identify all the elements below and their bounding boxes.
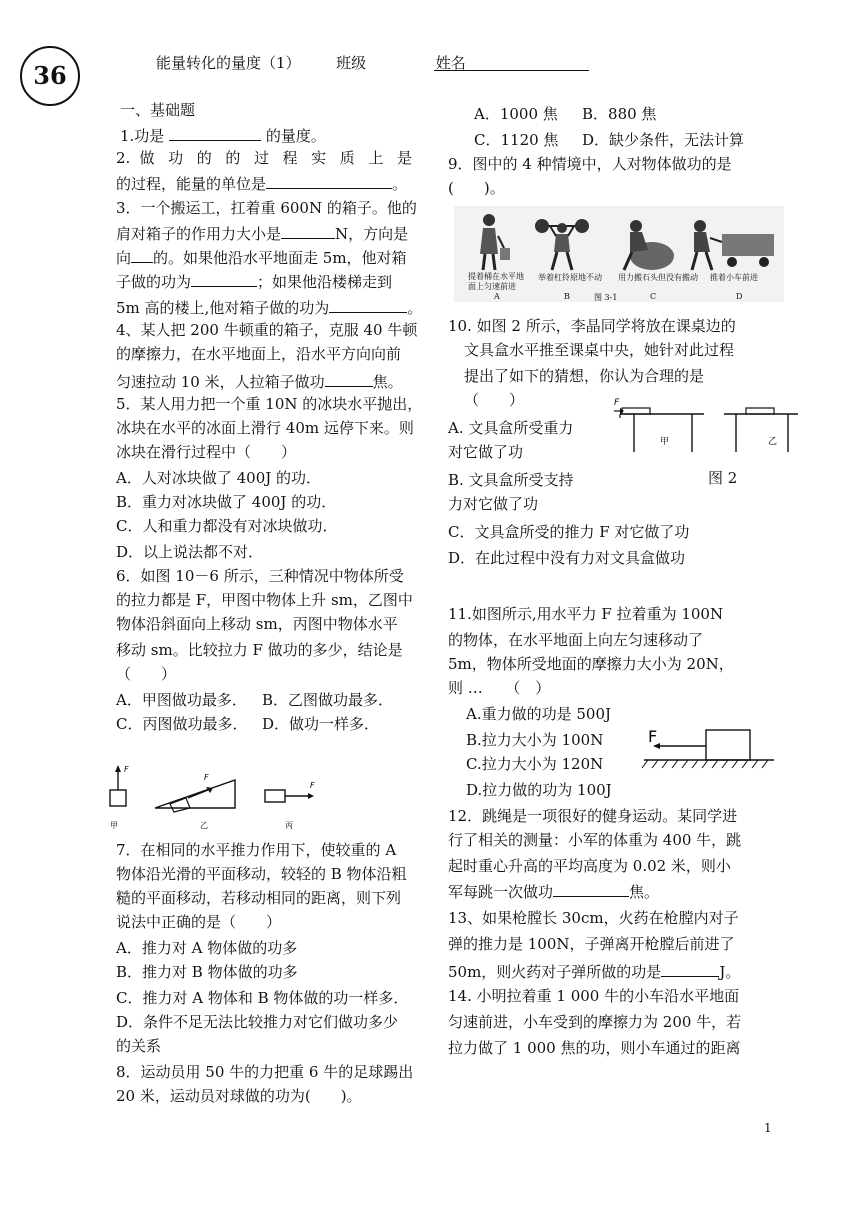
question-6-line1: 6．如图 10－6 所示，三种情况中物体所受 [116, 567, 404, 585]
question-5-option-d[interactable]: D．以上说法都不对． [116, 543, 264, 561]
question-5-option-b[interactable]: B．重力对冰块做了 400J 的功． [116, 493, 337, 511]
question-13-line2: 弹的推力是 100N，子弹离开枪膛后前进了 [448, 935, 735, 953]
question-10-line2: 文具盒水平推至课桌中央，她针对此过程 [464, 341, 735, 359]
question-9-line2: ( )。 [448, 179, 505, 197]
worksheet-title: 能量转化的量度（1） [156, 54, 301, 72]
question-11-option-b[interactable]: B.拉力大小为 100N [466, 731, 604, 749]
force-label: F [310, 781, 315, 790]
desk-label-jia: 甲 [660, 437, 670, 447]
question-10-option-b[interactable]: B. 文具盒所受支持 [448, 471, 574, 489]
header-underline [434, 70, 589, 71]
ground-hatching [642, 760, 768, 768]
question-10-option-d[interactable]: D．在此过程中没有力对文具盒做功 [448, 549, 686, 567]
question-3-line4: 子做的功为 ；如果他沿楼梯走到 [116, 270, 392, 292]
arrow-head [308, 793, 314, 799]
blank[interactable] [281, 222, 335, 239]
question-7-option-c[interactable]: C．推力对 A 物体和 B 物体做的功一样多． [116, 989, 409, 1007]
pencil-box [746, 408, 774, 414]
question-11-line2: 的物体，在水平地面上向左匀速移动了 [448, 631, 704, 649]
situation-d-illustration [692, 220, 774, 270]
blank[interactable] [325, 370, 373, 387]
question-5-option-a[interactable]: A．人对冰块做了 400J 的功． [116, 469, 322, 487]
question-11-option-d[interactable]: D.拉力做的功为 100J [466, 781, 612, 799]
question-10-option-b-cont: 力对它做了功 [448, 495, 539, 513]
figure-yi [155, 773, 235, 830]
question-2-line2: 的过程，能量的单位是 。 [116, 172, 407, 194]
desk-label-yi: 乙 [768, 437, 778, 447]
worksheet-header [156, 52, 466, 73]
question-8-option-c[interactable]: C．1120 焦 [474, 131, 559, 149]
figure-bing [265, 781, 315, 830]
situation-b-label: B [564, 292, 570, 301]
question-13-line3: 50m，则火药对子弹所做的功是 J。 [448, 960, 740, 982]
force-label: F [124, 765, 129, 774]
question-14-line3: 拉力做了 1 000 焦的功，则小车通过的距离 [448, 1039, 741, 1057]
situation-a-label: A [494, 292, 500, 301]
question-4-line3: 匀速拉动 10 米，人拉箱子做功 焦。 [116, 370, 403, 392]
question-7-line3: 糙的平面移动，若移动相同的距离，则下列 [116, 889, 402, 907]
block-jia [110, 790, 126, 806]
question-6-option-b[interactable]: B．乙图做功最多． [262, 691, 394, 709]
question-8-option-b[interactable]: B．880 焦 [582, 105, 657, 123]
question-7-option-d[interactable]: D．条件不足无法比较推力对它们做功多少 [116, 1013, 399, 1031]
blank[interactable] [553, 880, 629, 897]
force-arrow-incline [188, 790, 208, 798]
blank[interactable] [661, 960, 719, 977]
question-1: 1.功是 的量度。 [120, 124, 326, 146]
question-11-option-a[interactable]: A.重力做的功是 500J [466, 705, 612, 723]
situation-b-caption: 举着杠铃原地不动 [538, 273, 602, 282]
figure-number: 图 3-1 [594, 293, 618, 302]
page-number: 1 [764, 1121, 772, 1135]
question-12-line3: 起时重心升高的平均高度为 0.02 米，则小 [448, 857, 731, 875]
question-6-option-c[interactable]: C．丙图做功最多． [116, 715, 248, 733]
blank[interactable] [131, 246, 153, 263]
block [706, 730, 750, 760]
question-5-line1: 5．某人用力把一个重 10N 的冰块水平抛出， [116, 395, 423, 413]
question-12-line2: 行了相关的测量：小军的体重为 400 牛，跳 [448, 831, 742, 849]
situation-a-illustration [480, 214, 510, 270]
question-3-line3: 向 的。如果他沿水平地面走 5m，他对箱 [116, 246, 407, 268]
figure-label-yi: 乙 [200, 821, 208, 830]
question-14-line1: 14. 小明拉着重 1 000 牛的小车沿水平地面 [448, 987, 740, 1005]
question-6-line4: 移动 sm。比较拉力 F 做功的多少，结论是 [116, 641, 403, 659]
question-10-option-c[interactable]: C．文具盒所受的推力 F 对它做了功 [448, 523, 690, 541]
incline [155, 780, 235, 808]
question-12-line1: 12．跳绳是一项很好的健身运动。某同学进 [448, 807, 738, 825]
question-8-line1: 8．运动员用 50 牛的力把重 6 牛的足球踢出 [116, 1063, 414, 1081]
question-13-line1: 13、如果枪膛长 30cm，火药在枪膛内对子 [448, 909, 739, 927]
question-6-line2: 的拉力都是 F，甲图中物体上升 sm，乙图中 [116, 591, 413, 609]
question-11-line3: 5m，物体所受地面的摩擦力大小为 20N， [448, 655, 734, 673]
force-label: F [614, 398, 620, 408]
question-7-option-a[interactable]: A．推力对 A 物体做的功多 [116, 939, 298, 957]
pulling-block-figure [640, 724, 790, 774]
situation-d-label: D [736, 292, 743, 301]
question-7-option-b[interactable]: B．推力对 B 物体做的功多 [116, 963, 298, 981]
question-2-line1: 2. 做 功 的 的 过 程 实 质 上 是 [116, 149, 412, 167]
force-diagram-figure [100, 760, 340, 840]
figure-label-bing: 丙 [285, 821, 293, 830]
question-10-line4: （ ） [464, 391, 525, 409]
situation-b-illustration [535, 219, 589, 270]
lesson-number-badge: 36 [20, 46, 80, 106]
question-6-option-a[interactable]: A．甲图做功最多． [116, 691, 247, 709]
block-yi [170, 798, 190, 812]
arrow-head [115, 765, 121, 772]
name-label: 姓名 [435, 54, 466, 72]
four-situations-figure [454, 206, 784, 302]
question-11-option-c[interactable]: C.拉力大小为 120N [466, 755, 604, 773]
situation-c-caption: 用力搬石头但没有搬动 [618, 273, 698, 282]
question-3-line2: 肩对箱子的作用力大小是 N，方向是 [116, 222, 408, 244]
question-7-option-d-cont: 的关系 [116, 1037, 162, 1055]
question-5-line3: 冰块在滑行过程中（ ） [116, 443, 297, 461]
question-9-line1: 9．图中的 4 种情境中，人对物体做功的是 [448, 155, 732, 173]
question-8-option-a[interactable]: A．1000 焦 [474, 105, 558, 123]
situation-a-caption: 提着桶在水平地面上匀速前进 [468, 272, 524, 291]
question-7-line2: 物体沿光滑的平面移动，较轻的 B 物体沿粗 [116, 865, 407, 883]
section-heading: 一、基础题 [120, 101, 196, 119]
question-8-line2: 20 米，运动员对球做的功为( )。 [116, 1087, 362, 1105]
question-7-line4: 说法中正确的是（ ） [116, 913, 282, 931]
situation-c-illustration [624, 220, 674, 270]
question-11-line4: 则 … （ ） [448, 679, 551, 697]
figure-2-desks [612, 396, 802, 468]
question-14-line2: 匀速前进，小车受到的摩擦力为 200 牛，若 [448, 1013, 742, 1031]
desk-jia [614, 398, 704, 452]
force-label: F [648, 727, 658, 746]
desk-yi [724, 408, 798, 452]
question-7-line1: 7．在相同的水平推力作用下，使较重的 A [116, 841, 397, 859]
blank[interactable] [191, 270, 257, 287]
blank[interactable] [266, 172, 392, 189]
class-label: 班级 [336, 54, 367, 72]
question-6-line5: （ ） [116, 665, 177, 683]
figure-2-caption: 图 2 [708, 469, 738, 487]
question-10-line3: 提出了如下的猜想，你认为合理的是 [464, 367, 705, 385]
question-3-line5: 5m 高的楼上,他对箱子做的功为 。 [116, 296, 422, 318]
question-6-line3: 物体沿斜面向上移动 sm，丙图中物体水平 [116, 615, 398, 633]
situation-c-label: C [650, 292, 657, 301]
force-label: F [204, 773, 209, 782]
question-10-line1: 10. 如图 2 所示，李晶同学将放在课桌边的 [448, 317, 736, 335]
block-bing [265, 790, 285, 802]
blank[interactable] [169, 124, 261, 141]
question-5-option-c[interactable]: C．人和重力都没有对冰块做功． [116, 517, 338, 535]
question-6-option-d[interactable]: D．做功一样多． [262, 715, 380, 733]
question-5-line2: 冰块在水平的冰面上滑行 40m 远停下来。则 [116, 419, 414, 437]
question-11-line1: 11.如图所示,用水平力 F 拉着重为 100N [448, 605, 724, 623]
question-12-line4: 军每跳一次做功 焦。 [448, 880, 659, 902]
figure-jia [110, 765, 129, 830]
question-4-line2: 的摩擦力，在水平地面上，沿水平方向向前 [116, 345, 402, 363]
situation-d-caption: 推着小车前进 [710, 273, 758, 282]
figure-label-jia: 甲 [110, 821, 118, 830]
pencil-box [622, 408, 650, 414]
question-8-option-d[interactable]: D．缺少条件，无法计算 [582, 131, 745, 149]
question-10-option-a[interactable]: A. 文具盒所受重力 [448, 419, 574, 437]
blank[interactable] [329, 296, 407, 313]
question-4-line1: 4、某人把 200 牛顿重的箱子，克服 40 牛顿 [116, 321, 418, 339]
question-10-option-a-cont: 对它做了功 [448, 443, 524, 461]
question-3-line1: 3．一个搬运工，扛着重 600N 的箱子。他的 [116, 199, 417, 217]
